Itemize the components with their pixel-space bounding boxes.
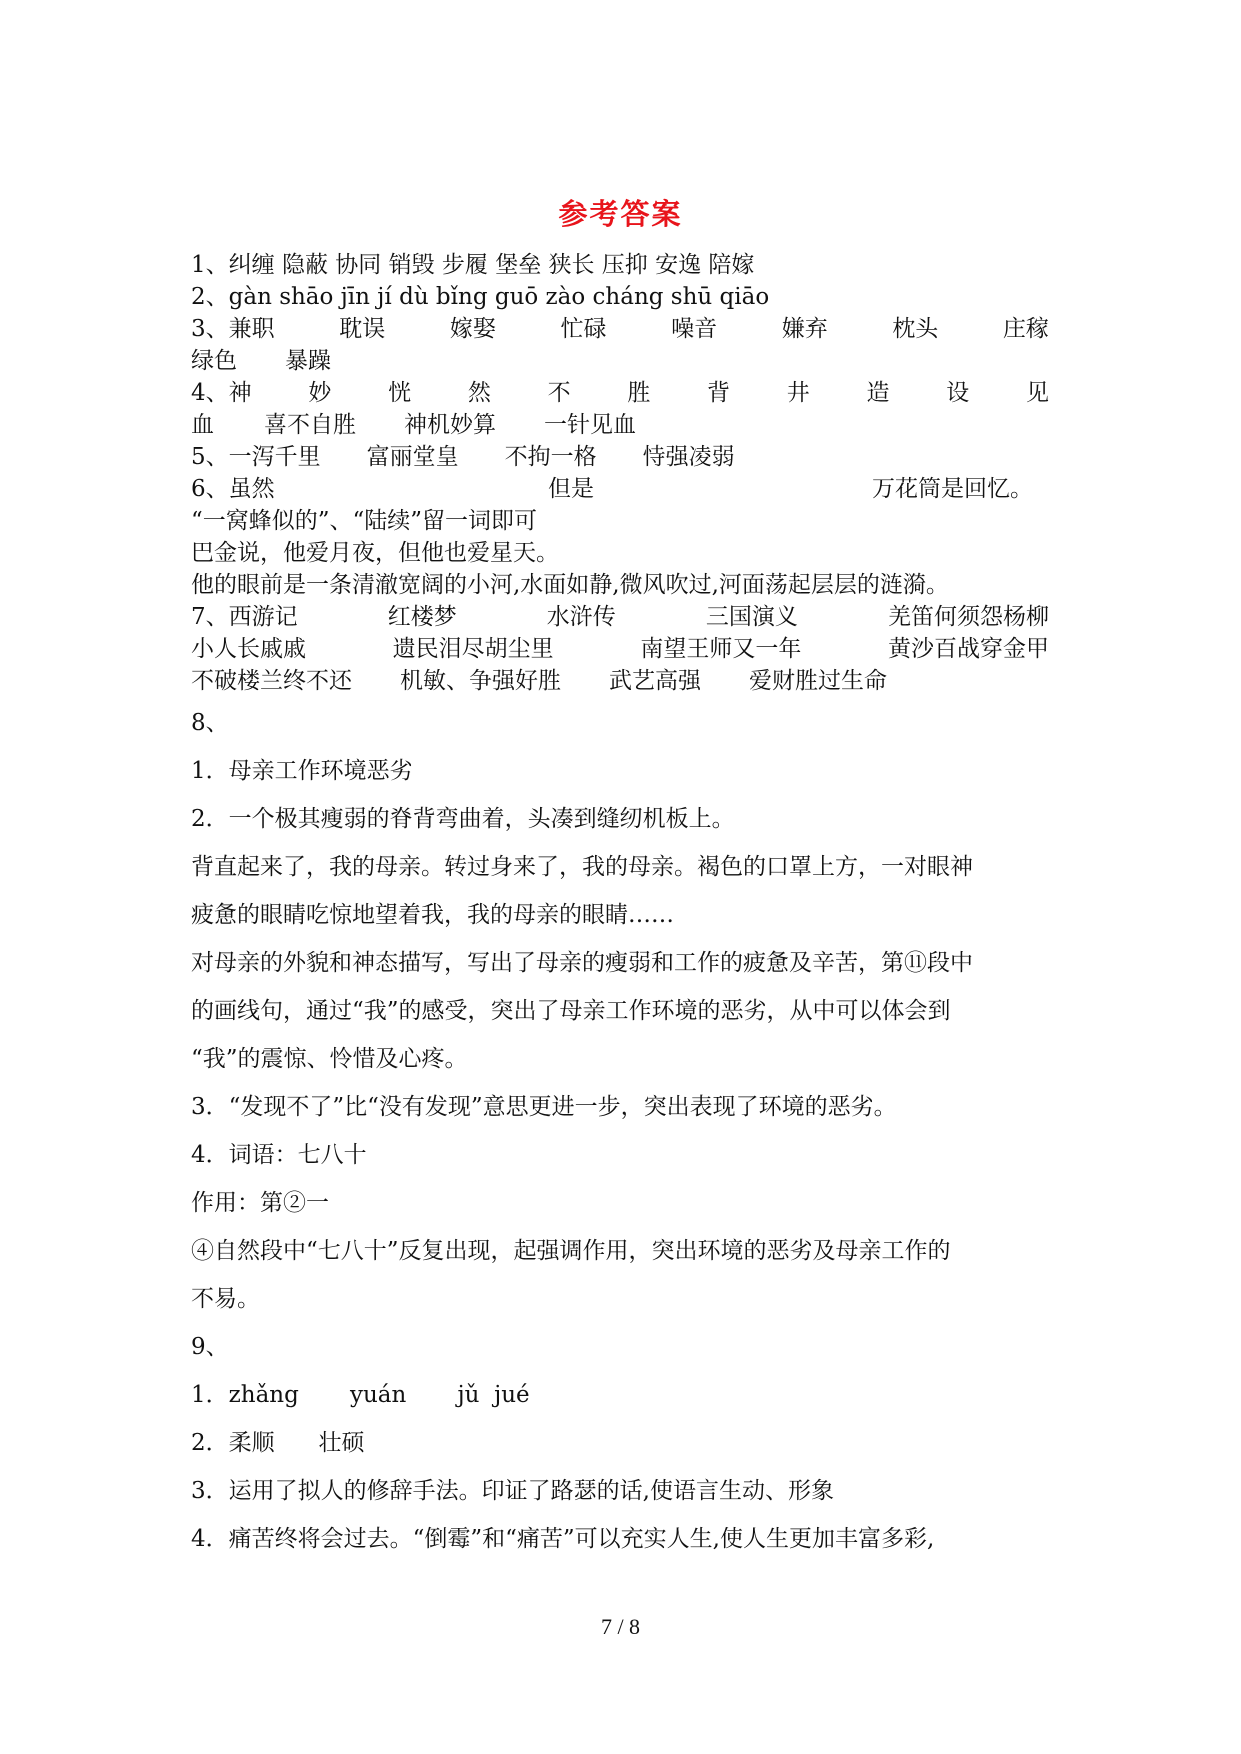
word: 南望王师又一年	[640, 636, 802, 662]
word: 三国演义	[705, 604, 798, 630]
word: 机敏、争强好胜	[400, 668, 561, 694]
word: 爱财胜过生命	[749, 668, 887, 694]
page-number: 7 / 8	[600, 1614, 641, 1639]
word: 血	[191, 412, 214, 438]
answer-9-3: 3．运用了拟人的修辞手法。印证了路瑟的话,使语言生动、形象	[191, 1478, 834, 1504]
word: 7、西游记	[191, 604, 298, 630]
char: 4、神	[191, 380, 252, 406]
word: 庄稼	[1002, 316, 1049, 342]
answer-7-row-2	[191, 634, 1049, 664]
word: 6、虽然	[191, 476, 275, 502]
answer-7-row-1	[191, 602, 1049, 632]
word: 小人长戚戚	[191, 636, 306, 662]
answer-4-row	[191, 378, 1049, 408]
answer-9-2: 2．柔顺 壮硕	[191, 1430, 365, 1456]
answer-8-text: ④自然段中“七八十”反复出现，起强调作用，突出环境的恶劣及母亲工作的	[191, 1238, 951, 1264]
word: 噪音	[671, 316, 718, 342]
word: 不拘一格	[504, 444, 597, 470]
page-title: 参考答案	[558, 197, 683, 231]
answer-8-4: 4．词语：七八十	[191, 1142, 367, 1168]
word: 嫌弃	[781, 316, 828, 342]
char: 恍	[388, 380, 412, 406]
answer-8-text: 不易。	[191, 1286, 260, 1312]
char: 造	[866, 380, 890, 406]
answer-8-text: 对母亲的外貌和神态描写，写出了母亲的瘦弱和工作的疲惫及辛苦，第⑪段中	[191, 950, 973, 976]
char: 然	[467, 380, 491, 406]
char: 妙	[308, 380, 332, 406]
answer-8-1: 1．母亲工作环境恶劣	[191, 758, 413, 784]
word: 富丽堂皇	[366, 444, 459, 470]
answer-9-4: 4．痛苦终将会过去。“倒霉”和“痛苦”可以充实人生,使人生更加丰富多彩,	[191, 1526, 935, 1552]
answer-6-b: “一窝蜂似的”、“陆续”留一词即可	[191, 508, 538, 534]
answer-8-2: 2．一个极其瘦弱的脊背弯曲着，头凑到缝纫机板上。	[191, 806, 735, 832]
char: 井	[786, 380, 810, 406]
answer-8-heading: 8、	[191, 710, 229, 736]
word: 红楼梦	[387, 604, 457, 630]
word: 喜不自胜	[264, 412, 356, 438]
answer-5	[191, 442, 735, 472]
word: 水浒传	[546, 604, 616, 630]
answer-9-1: 1．zhǎng yuán jǔ jué	[191, 1382, 530, 1408]
word: 万花筒是回忆。	[872, 476, 1033, 502]
char: 不	[547, 380, 571, 406]
word: 神机妙算	[404, 412, 496, 438]
answer-2: 2、gàn shāo jīn jí dù bǐng guō zào cháng shū qiāo	[191, 284, 770, 310]
answer-8-text: “我”的震惊、怜惜及心疼。	[191, 1046, 468, 1072]
word: 恃强凌弱	[642, 444, 735, 470]
word: 遗民泪尽胡尘里	[392, 636, 554, 662]
word: 武艺高强	[609, 668, 701, 694]
word: 黄沙百战穿金甲	[887, 636, 1049, 662]
word: 绿色	[191, 348, 237, 374]
word: 3、兼职	[191, 316, 275, 342]
answer-8-text: 作用：第②一	[191, 1190, 329, 1216]
answer-7-row-3	[191, 666, 887, 696]
char: 背	[707, 380, 731, 406]
word: 不破楼兰终不还	[191, 668, 352, 694]
answer-3-cont	[191, 346, 331, 376]
word: 羌笛何须怨杨柳	[887, 604, 1049, 630]
char: 见	[1025, 380, 1049, 406]
char: 设	[946, 380, 970, 406]
word: 耽误	[339, 316, 386, 342]
answer-8-3: 3．“发现不了”比“没有发现”意思更进一步，突出表现了环境的恶劣。	[191, 1094, 897, 1120]
answer-9-heading: 9、	[191, 1334, 229, 1360]
word: 忙碌	[560, 316, 607, 342]
word: 枕头	[892, 316, 939, 342]
answer-3-row	[191, 314, 1049, 344]
answer-6-c: 巴金说，他爱月夜，但他也爱星天。	[191, 540, 559, 566]
word: 5、一泻千里	[191, 444, 321, 470]
answer-8-text: 疲惫的眼睛吃惊地望着我，我的母亲的眼睛……	[191, 902, 674, 928]
answer-8-text: 背直起来了，我的母亲。转过身来了，我的母亲。褐色的口罩上方，一对眼神	[191, 854, 973, 880]
answer-4-cont	[191, 410, 636, 440]
answer-6-d: 他的眼前是一条清澈宽阔的小河,水面如静,微风吹过,河面荡起层层的涟漪。	[191, 572, 949, 598]
word: 一针见血	[544, 412, 636, 438]
answer-1: 1、纠缠 隐蔽 协同 销毁 步履 堡垒 狭长 压抑 安逸 陪嫁	[191, 252, 755, 278]
answer-6	[191, 474, 1033, 504]
word: 但是	[548, 476, 594, 502]
word: 嫁娶	[449, 316, 496, 342]
word: 暴躁	[285, 348, 331, 374]
char: 胜	[627, 380, 651, 406]
answer-8-text: 的画线句，通过“我”的感受，突出了母亲工作环境的恶劣，从中可以体会到	[191, 998, 951, 1024]
